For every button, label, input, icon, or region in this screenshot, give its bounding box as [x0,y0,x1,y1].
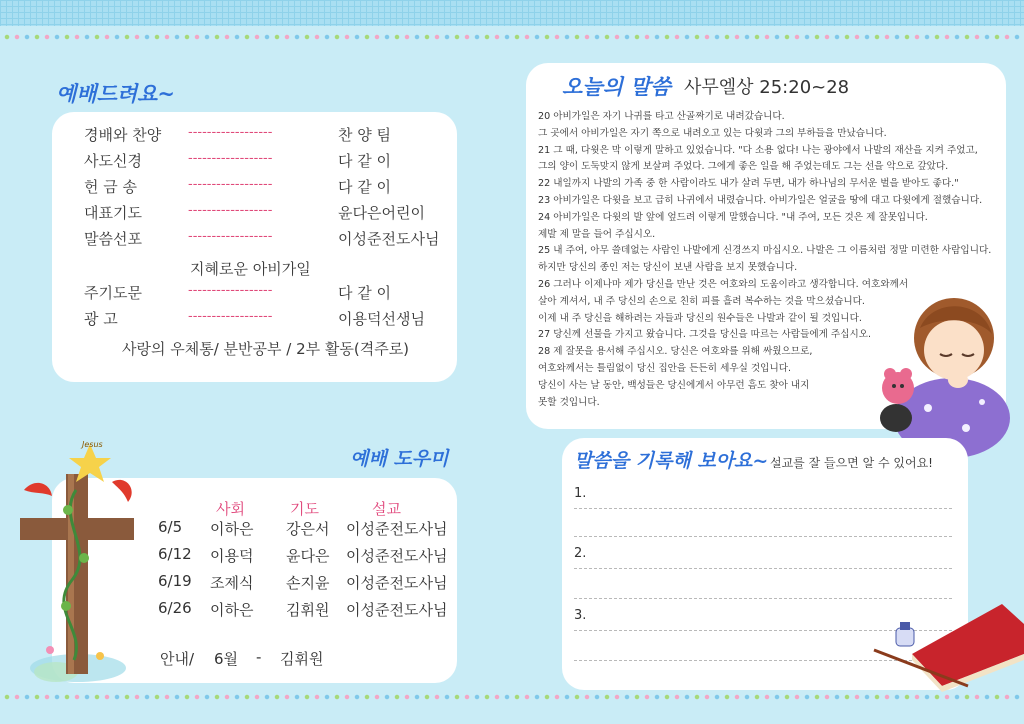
order-value: 이용덕선생님 [338,310,425,328]
verse-line: 20 아비가일은 자기 나귀를 타고 산골짜기로 내려갔습니다. [538,111,785,122]
top-grid-border [0,0,1024,26]
order-dashes: ------------------ [188,203,273,218]
notice-name: 김휘원 [280,650,324,668]
write-number-2: 2. [574,546,587,561]
order-dashes: ------------------ [188,283,273,298]
write-number-3: 3. [574,608,587,623]
write-subtitle: 설교를 잘 들으면 알 수 있어요! [770,456,933,470]
write-title: 말씀을 기록해 보아요~ [574,450,769,472]
helper-cell-host: 이용덕 [210,547,254,565]
order-label: 말씀선포 [84,230,142,248]
order-value: 윤다은어린이 [338,204,425,222]
verse-line: 21 그 때, 다윗은 막 이렇게 말하고 있었습니다. "다 소용 없다! 나는 광야에서 나발의 재산을 지켜 주었고, [538,144,978,156]
verse-line: 당신이 사는 날 동안, 백성들은 당신에게서 아무런 흠도 찾아 내지 [538,379,810,391]
helper-cell-host: 이하은 [210,520,254,538]
helper-cell-preach: 이성준전도사님 [346,601,448,619]
notice-separator: - [256,648,262,666]
verse-line: 그 곳에서 아비가일은 자기 쪽으로 내려오고 있는 다윗과 그의 부하들을 만났습니다. [538,127,887,139]
helper-cell-date: 6/12 [158,545,192,563]
verse-line: 못할 것입니다. [538,396,600,408]
header-host: 사회 [216,500,245,518]
verse-line: 그의 양이 도둑맞지 않게 보살펴 주었다. 그에게 좋은 일을 해 주었는데도 그는 선을 악으로 갚았다. [538,161,949,173]
write-line[interactable] [574,568,952,569]
verse-line: 26 그러나 이제나마 제가 당신을 만난 것은 여호와의 도움이라고 생각합니다. 여호와께서 [538,279,909,290]
verse-line: 23 아비가일은 다윗을 보고 급히 나귀에서 내렸습니다. 아비가일은 얼굴을 땅에 대고 다윗에게 절했습니다. [538,195,983,206]
bottom-dot-border [0,693,1024,701]
order-label: 경배와 찬양 [84,126,162,144]
helpers-title: 예배 도우미 [350,448,449,470]
verse-line: 하지만 당신의 종인 저는 당신이 보낸 사람을 보지 못했습니다. [538,262,798,274]
order-value: 이성준전도사님 [338,230,440,248]
helper-cell-prayer: 윤다은 [286,547,330,565]
verse-line: 24 아비가일은 다윗의 발 앞에 엎드려 이렇게 말했습니다. "내 주여, 모든 것은 제 잘못입니다. [538,211,928,223]
word-reference: 사무엘상 25:20~28 [684,77,850,98]
order-dashes: ------------------ [188,229,273,244]
order-label: 헌 금 송 [84,178,138,196]
verse-line: 25 내 주여, 아무 쓸데없는 사람인 나발에게 신경쓰지 마십시오. 나발은 그 이름처럼 정말 미련한 사람입니다. [538,245,992,257]
word-title: 오늘의 말씀 [562,74,671,99]
top-dot-border [0,33,1024,41]
verse-line: 27 당신께 선물을 가지고 왔습니다. 그것을 당신을 따르는 사람들에게 주십시오. [538,329,872,341]
verse-line: 이제 내 주 당신을 해하려는 자들과 당신의 원수들은 나발과 같이 될 것입니다. [538,312,862,324]
order-dashes: ------------------ [188,125,273,140]
order-value: 다 같 이 [338,284,392,302]
helper-cell-host: 이하은 [210,601,254,619]
order-label: 대표기도 [84,204,142,222]
helper-cell-preach: 이성준전도사님 [346,520,448,538]
notice-label: 안내/ [160,650,195,668]
cross-tag: Jesus [82,440,103,449]
order-value: 다 같 이 [338,152,392,170]
bible-ink-illustration [872,594,1024,694]
worship-order-panel [52,112,457,382]
helper-cell-prayer: 손지윤 [286,574,330,592]
verse-line: 제발 제 말을 들어 주십시오. [538,228,656,240]
verse-line: 여호와께서는 틀림없이 당신 집안을 든든히 세우실 것입니다. [538,363,792,374]
verse-line: 22 내일까지 나발의 가족 중 한 사람이라도 내가 살려 두면, 내가 하나님의 무서운 벌을 받아도 좋다." [538,178,959,190]
write-number-1: 1. [574,486,587,501]
helper-cell-preach: 이성준전도사님 [346,547,448,565]
worship-footer: 사랑의 우체통/ 분반공부 / 2부 활동(격주로) [122,340,410,358]
helper-cell-prayer: 강은서 [286,520,330,538]
praying-girl-illustration [862,268,1024,458]
sermon-title: 지혜로운 아비가일 [190,260,311,278]
order-label: 사도신경 [84,152,142,170]
order-label: 주기도문 [84,284,142,302]
verse-line: 28 제 잘못을 용서해 주십시오. 당신은 여호와를 위해 싸웠으므로, [538,346,813,358]
helper-cell-host: 조제식 [210,574,254,592]
order-label: 광 고 [84,310,118,328]
order-dashes: ------------------ [188,151,273,166]
header-prayer: 기도 [290,500,319,518]
header-preach: 설교 [372,500,401,518]
helper-cell-date: 6/5 [158,518,183,536]
write-line[interactable] [574,536,952,537]
cross-illustration [16,430,146,690]
helper-cell-date: 6/26 [158,599,192,617]
notice-month: 6월 [214,650,239,668]
helper-cell-date: 6/19 [158,572,192,590]
worship-title: 예배드려요~ [56,81,176,106]
order-value: 찬 양 팀 [338,126,392,144]
order-dashes: ------------------ [188,177,273,192]
order-value: 다 같 이 [338,178,392,196]
write-line[interactable] [574,508,952,509]
helper-cell-preach: 이성준전도사님 [346,574,448,592]
verse-line: 살아 계셔서, 내 주 당신의 손으로 친히 피를 흘려 복수하는 것을 막으셨습니다. [538,295,865,307]
order-dashes: ------------------ [188,309,273,324]
helper-cell-prayer: 김휘원 [286,601,330,619]
